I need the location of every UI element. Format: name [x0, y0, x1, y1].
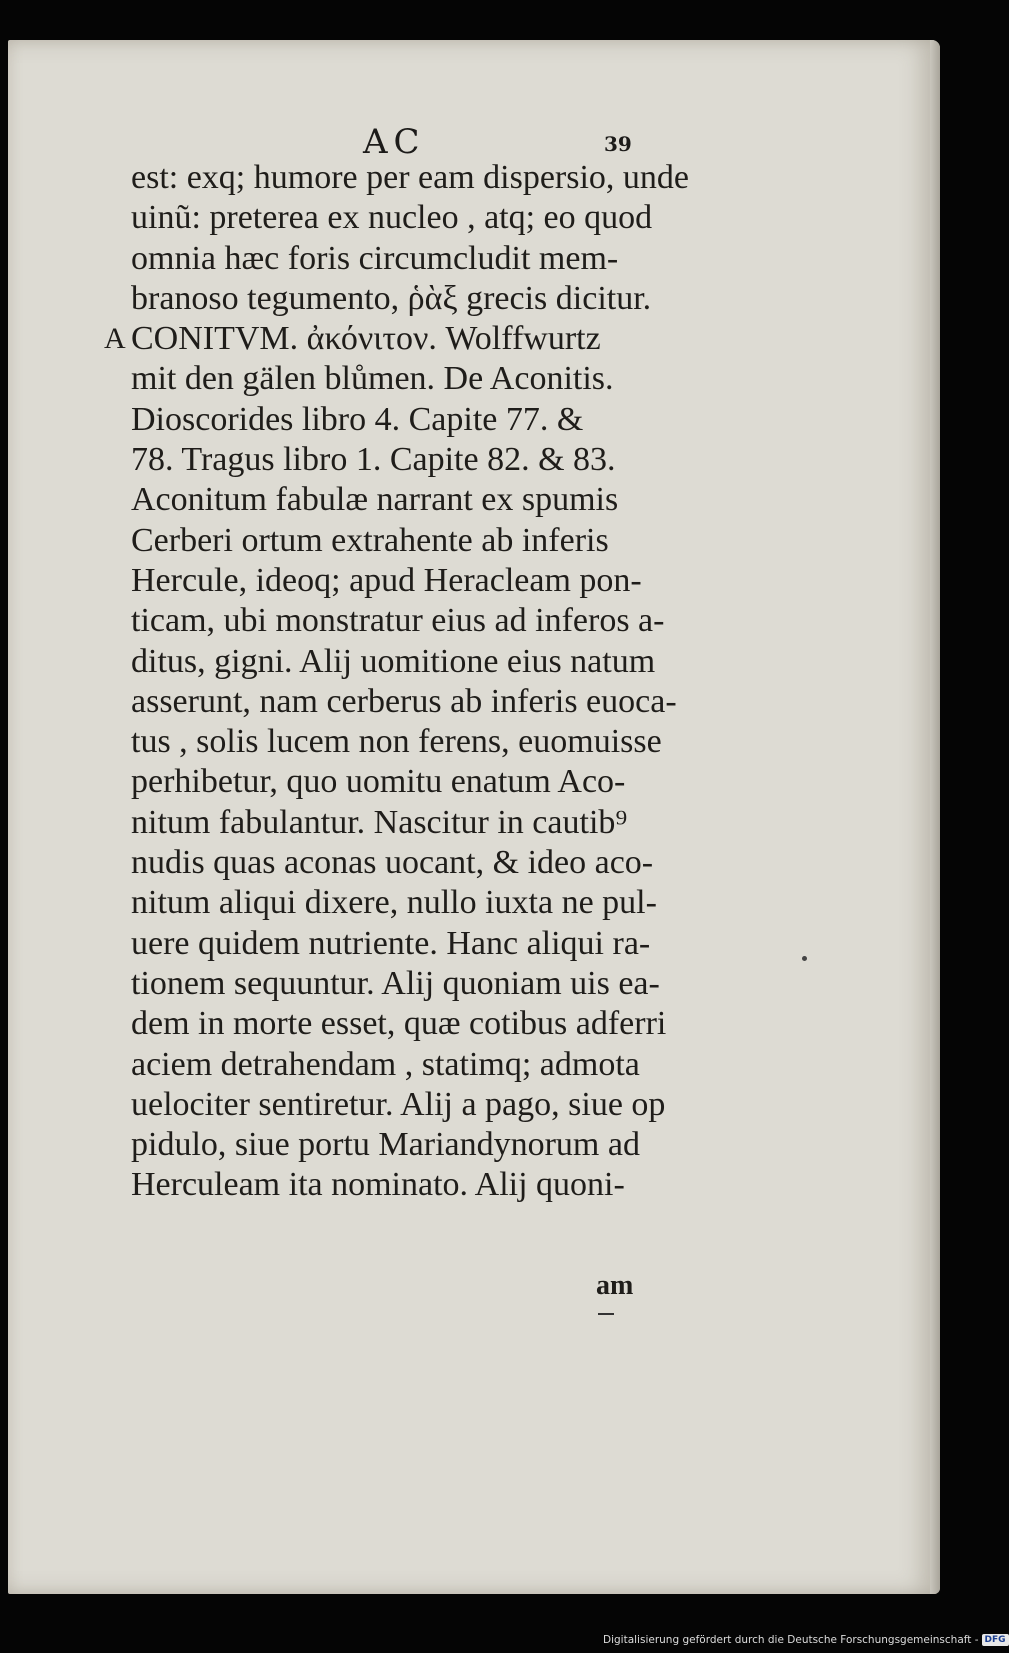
text-line: ditus, gigni. Alij uomitione eius natum — [131, 642, 656, 680]
running-head: AC — [363, 122, 426, 162]
text-line: Cerberi ortum extrahente ab inferis — [131, 521, 609, 559]
text-line: perhibetur, quo uomitu enatum Aco- — [131, 763, 626, 801]
book-page — [8, 40, 940, 1594]
paper-speck — [802, 956, 807, 961]
text-line: uere quidem nutriente. Hanc aliqui ra- — [131, 924, 651, 962]
text-line: uelociter sentiretur. Alij a pago, siue op — [131, 1085, 666, 1123]
text-line: Dioscorides libro 4. Capite 77. & — [131, 400, 584, 438]
text-line: branoso tegumento, ῥὰξ grecis dicitur. — [131, 279, 652, 317]
text-line: aciem detrahendam , statimq; admota — [131, 1045, 640, 1083]
text-line: Hercule, ideoq; apud Heracleam pon- — [131, 561, 642, 599]
text-line: mit den gälen blůmen. De Aconitis. — [131, 360, 614, 398]
text-line: nitum fabulantur. Nascitur in cautib⁹ — [131, 803, 628, 841]
marginal-initial: A — [104, 322, 126, 356]
credit-text: Digitalisierung gefördert durch die Deutsche Forschungsgemeinschaft - — [603, 1634, 979, 1646]
text-line: est: exq; humore per eam dispersio, unde — [131, 159, 690, 196]
text-line: nitum aliqui dixere, nullo iuxta ne pul- — [131, 884, 657, 922]
digitization-credit — [603, 1634, 1006, 1649]
text-block — [104, 158, 751, 1206]
text-line: tionem sequuntur. Alij quoniam uis ea- — [131, 964, 660, 1002]
catchword: am — [596, 1270, 634, 1301]
entry-heading-text: CONITVM. ἀκόνιτον. Wolffwurtz — [131, 320, 601, 358]
text-line: asserunt, nam cerberus ab inferis euoca- — [131, 682, 677, 720]
text-line: Herculeam ita nominato. Alij quoni- — [131, 1166, 625, 1204]
text-line: pidulo, siue portu Mariandynorum ad — [131, 1126, 640, 1164]
text-line: omnia hæc foris circumcludit mem- — [131, 239, 619, 277]
text-line: uinũ: preterea ex nucleo , atq; eo quod — [131, 199, 653, 237]
text-line: Aconitum fabulæ narrant ex spumis — [131, 481, 619, 519]
text-line: dem in morte esset, quæ cotibus adferri — [131, 1005, 667, 1043]
text-line: tus , solis lucem non ferens, euomuisse — [131, 723, 662, 761]
text-line-entry-heading — [104, 319, 751, 359]
page-edge — [930, 40, 940, 1594]
text-line: 78. Tragus libro 1. Capite 82. & 83. — [131, 441, 616, 479]
text-line: nudis quas aconas uocant, & ideo aco- — [131, 844, 654, 882]
catchword-rule — [598, 1313, 614, 1315]
text-line: ticam, ubi monstratur eius ad inferos a- — [131, 602, 665, 640]
page-number: 39 — [604, 132, 632, 156]
dfg-logo: DFG — [982, 1634, 1009, 1646]
